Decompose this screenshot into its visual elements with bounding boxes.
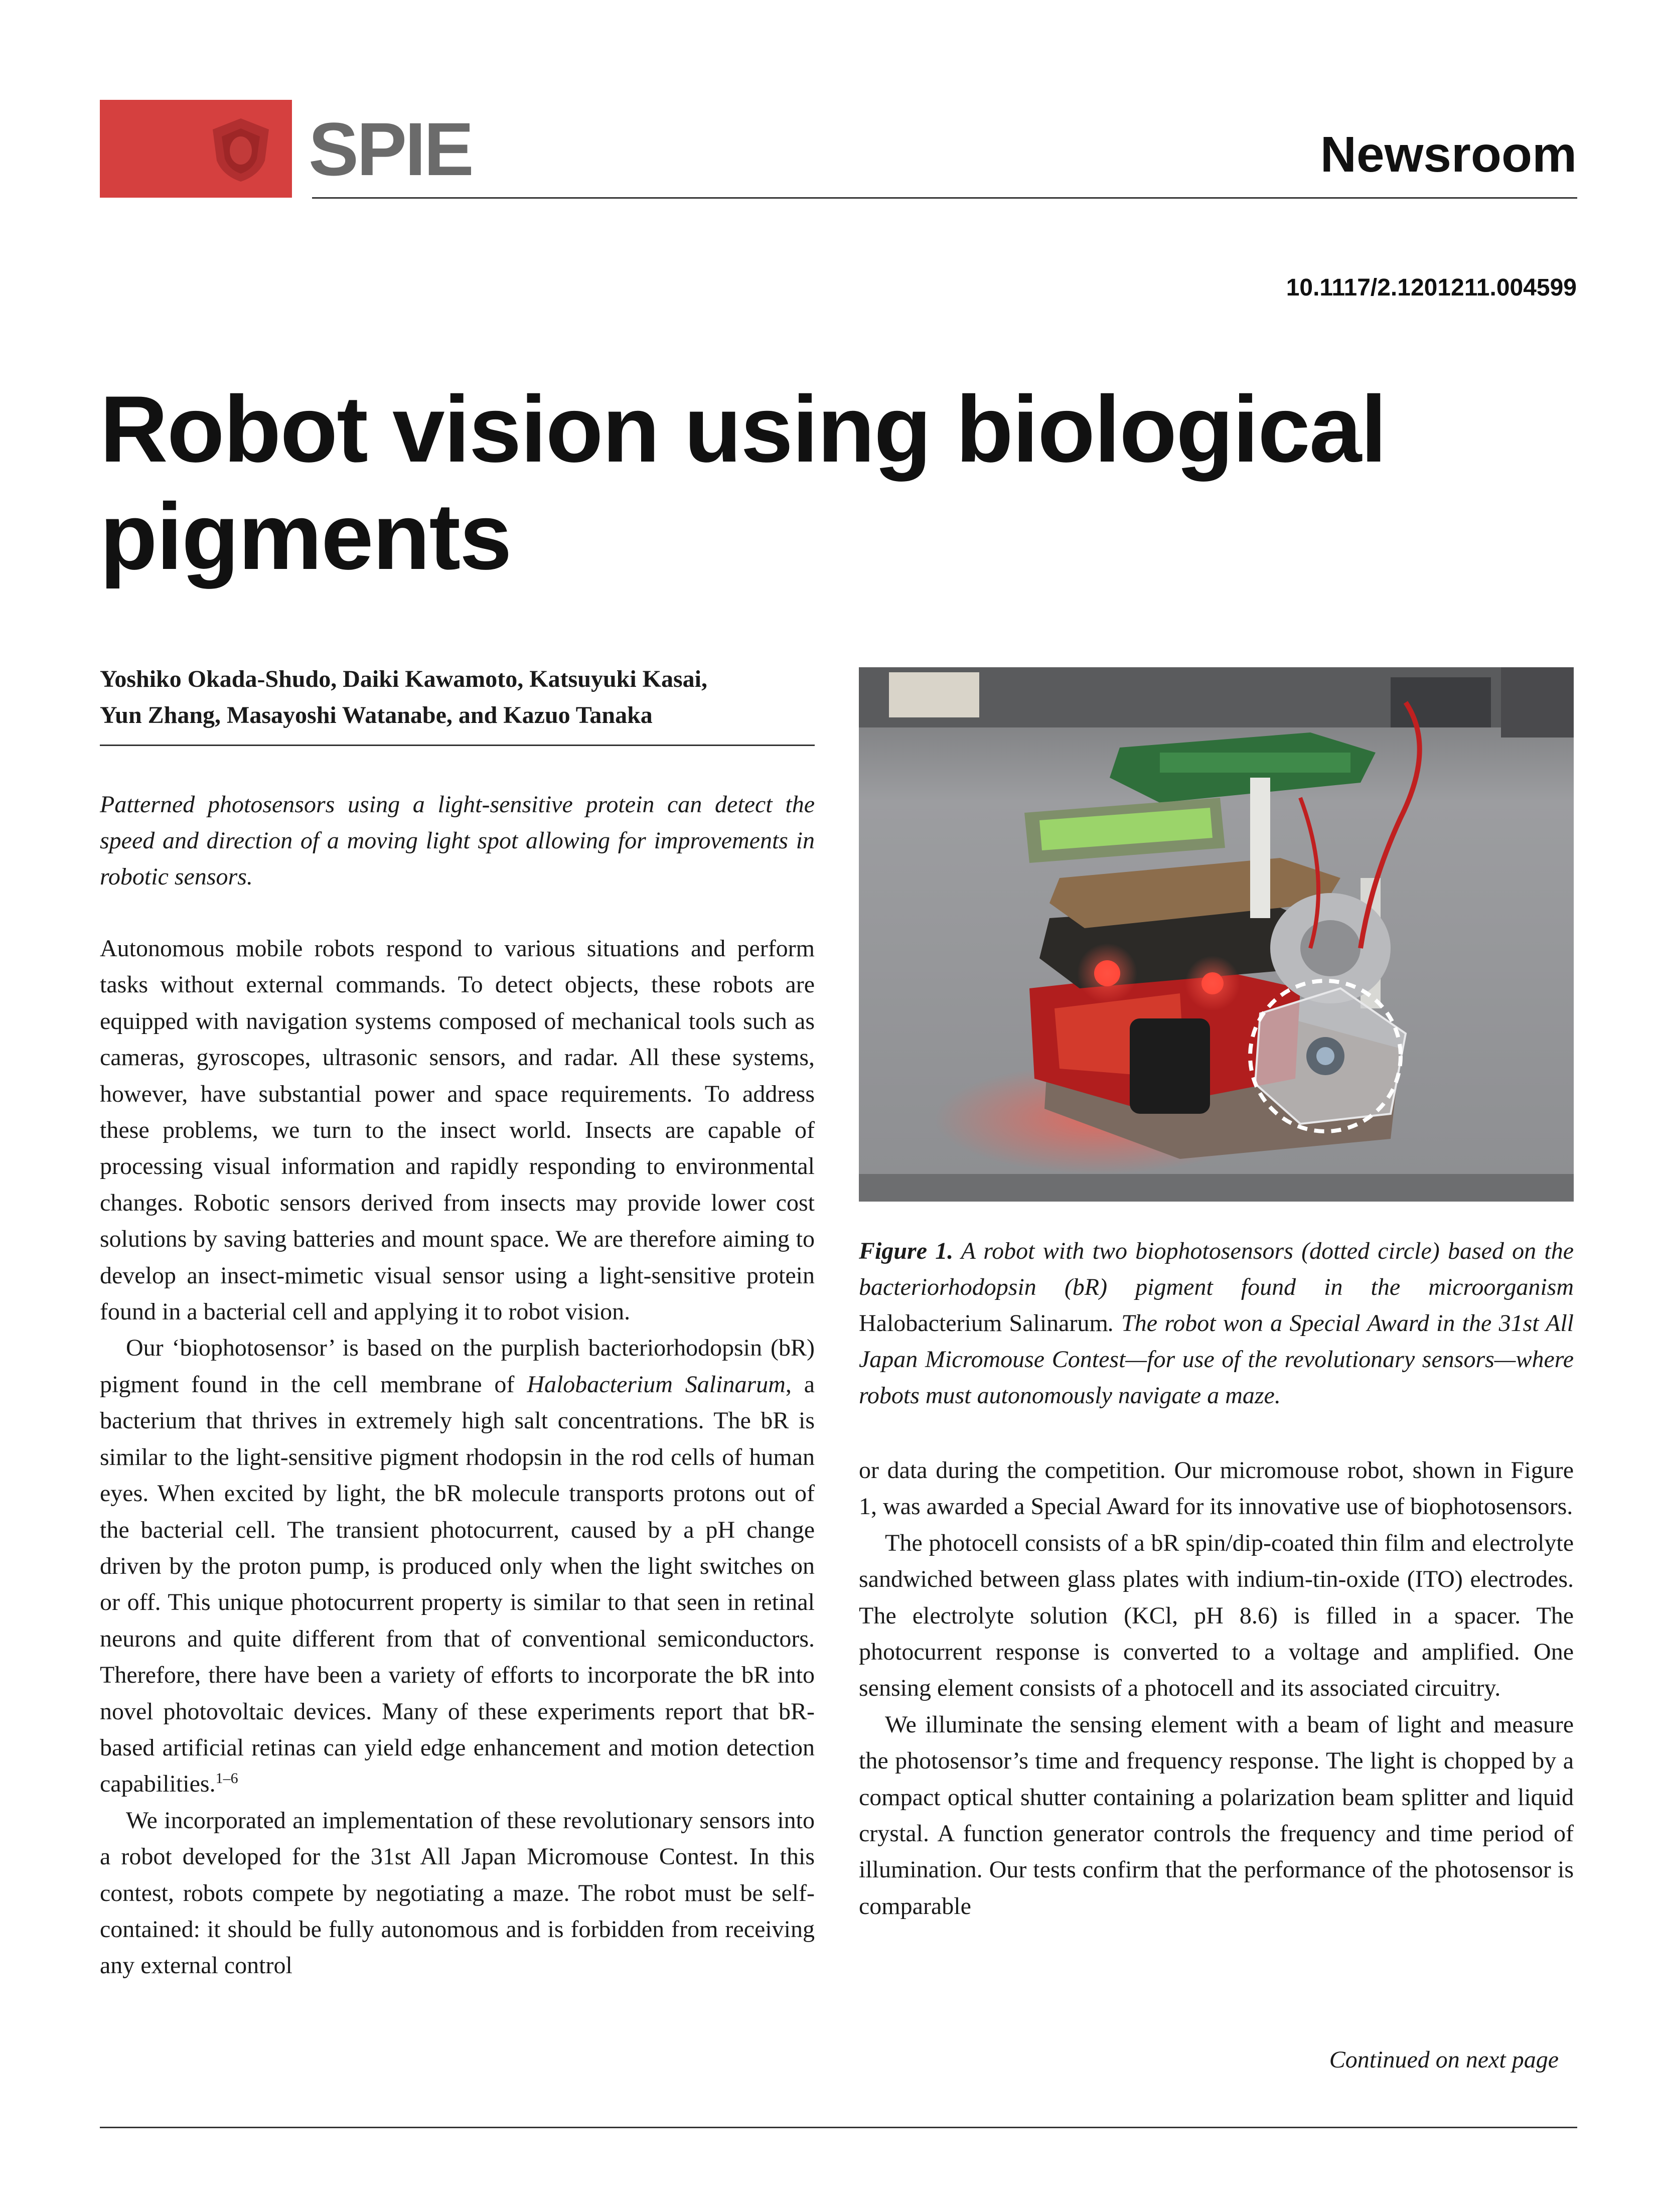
header-divider xyxy=(312,197,1577,199)
body-left-column xyxy=(100,931,815,1984)
authors-divider xyxy=(100,745,815,746)
body-paragraph-2 xyxy=(100,1330,815,1802)
caption-text-c: . The robot won a Special Award in the 31st All Japan Micromouse Contest—for use of the revolutionary sensors—where robots must autonomously navigate a maze. xyxy=(859,1310,1574,1409)
body-paragraph-5: The photocell consists of a bR spin/dip-coated thin film and electrolyte sandwiched between glass plates with indium-tin-oxide (ITO) electrodes. The electrolyte solution (KCl, pH 8.6) is filled in a spacer. The photocurrent response is converted to a voltage and amplified. One sensing element consists of a photocell and its associated circuitry. xyxy=(859,1529,1574,1702)
robot-photo-illustration xyxy=(859,667,1574,1202)
figure-label: Figure 1. xyxy=(859,1238,954,1264)
article-abstract: Patterned photosensors using a light-sensitive protein can detect the speed and direction of a moving light spot allowing for improvements in robotic sensors. xyxy=(100,791,815,890)
p2-text-start: Our ‘biophotosensor’ is based on the purplish bacteriorhodopsin (bR) pigment found in the cell membrane of xyxy=(100,1335,815,1398)
species-name: Halobacterium Salinarum xyxy=(527,1371,786,1398)
body-paragraph-6: We illuminate the sensing element with a beam of light and measure the photosensor’s time and frequency response. The light is chopped by a compact optical shutter containing a polarization beam splitter and liquid crystal. A function generator controls the frequency and time period of illumination. Our tests confirm that the performance of the photosensor is comparable xyxy=(859,1711,1574,1920)
body-right-column xyxy=(859,1452,1574,1925)
body-paragraph-4: or data during the competition. Our micromouse robot, shown in Figure 1, was awarded a Special Award for its innovative use of biophotosensors. xyxy=(859,1457,1574,1520)
caption-species-name: Halobacterium Salinarum xyxy=(859,1310,1108,1337)
continued-on-next-page[interactable]: Continued on next page xyxy=(1329,2046,1559,2073)
authors-line-1: Yoshiko Okada-Shudo, Daiki Kawamoto, Katsuyuki Kasai, xyxy=(100,666,708,692)
figure-1-caption xyxy=(859,1233,1574,1414)
article-title xyxy=(100,375,1555,590)
caption-text-a: A robot with two biophotosensors (dotted circle) based on the bacteriorhodopsin (bR) pigment found in the microorganism xyxy=(859,1238,1574,1300)
spie-shield-icon xyxy=(206,114,276,185)
p2-text-end: , a bacterium that thrives in extremely high salt concentrations. The bR is similar to the light-sensitive pigment rhodopsin in the rod cells of human eyes. When excited by light, the bR molecule transports protons out of the bacterial cell. The transient photocurrent, caused by a pH change driven by the proton pump, is produced only when the light switches on or off. This unique photocurrent property is similar to that seen in retinal neurons and quite different from that of conventional semiconductors. Therefore, there have been a variety of efforts to incorporate the bR into novel photovoltaic devices. Many of these experiments report that bR-based artificial retinas can yield edge enhancement and motion detection capabilities. xyxy=(100,1371,815,1798)
doi-identifier: 10.1117/2.1201211.004599 xyxy=(1286,274,1577,301)
footer-divider xyxy=(100,2127,1577,2128)
reference-superscript: 1–6 xyxy=(215,1770,238,1787)
title-line-1: Robot vision using biological xyxy=(100,376,1386,482)
body-paragraph-1: Autonomous mobile robots respond to various situations and perform tasks without external commands. To detect objects, these robots are equipped with navigation systems composed of mechanical tools such as cameras, gyroscopes, ultrasonic sensors, and radar. All these systems, however, have substantial power and space requirements. To address these problems, we turn to the insect world. Insects are capable of processing visual information and rapidly responding to environmental changes. Robotic sensors derived from insects may provide lower cost solutions by saving batteries and mount space. We are therefore aiming to develop an insect-mimetic visual sensor using a light-sensitive protein found in a bacterial cell and applying it to robot vision. xyxy=(100,935,815,1325)
authors-line-2: Yun Zhang, Masayoshi Watanabe, and Kazuo Tanaka xyxy=(100,702,653,728)
newsroom-heading: Newsroom xyxy=(1320,126,1577,183)
author-list xyxy=(100,661,815,733)
body-paragraph-3: We incorporated an implementation of these revolutionary sensors into a robot developed for the 31st All Japan Micromouse Contest. In this contest, robots compete by negotiating a maze. The robot must be self-contained: it should be fully autonomous and is forbidden from receiving any external control xyxy=(100,1807,815,1979)
spie-logo-text: SPIE xyxy=(309,107,472,191)
figure-1-photo xyxy=(859,667,1574,1202)
title-line-2: pigments xyxy=(100,484,511,589)
